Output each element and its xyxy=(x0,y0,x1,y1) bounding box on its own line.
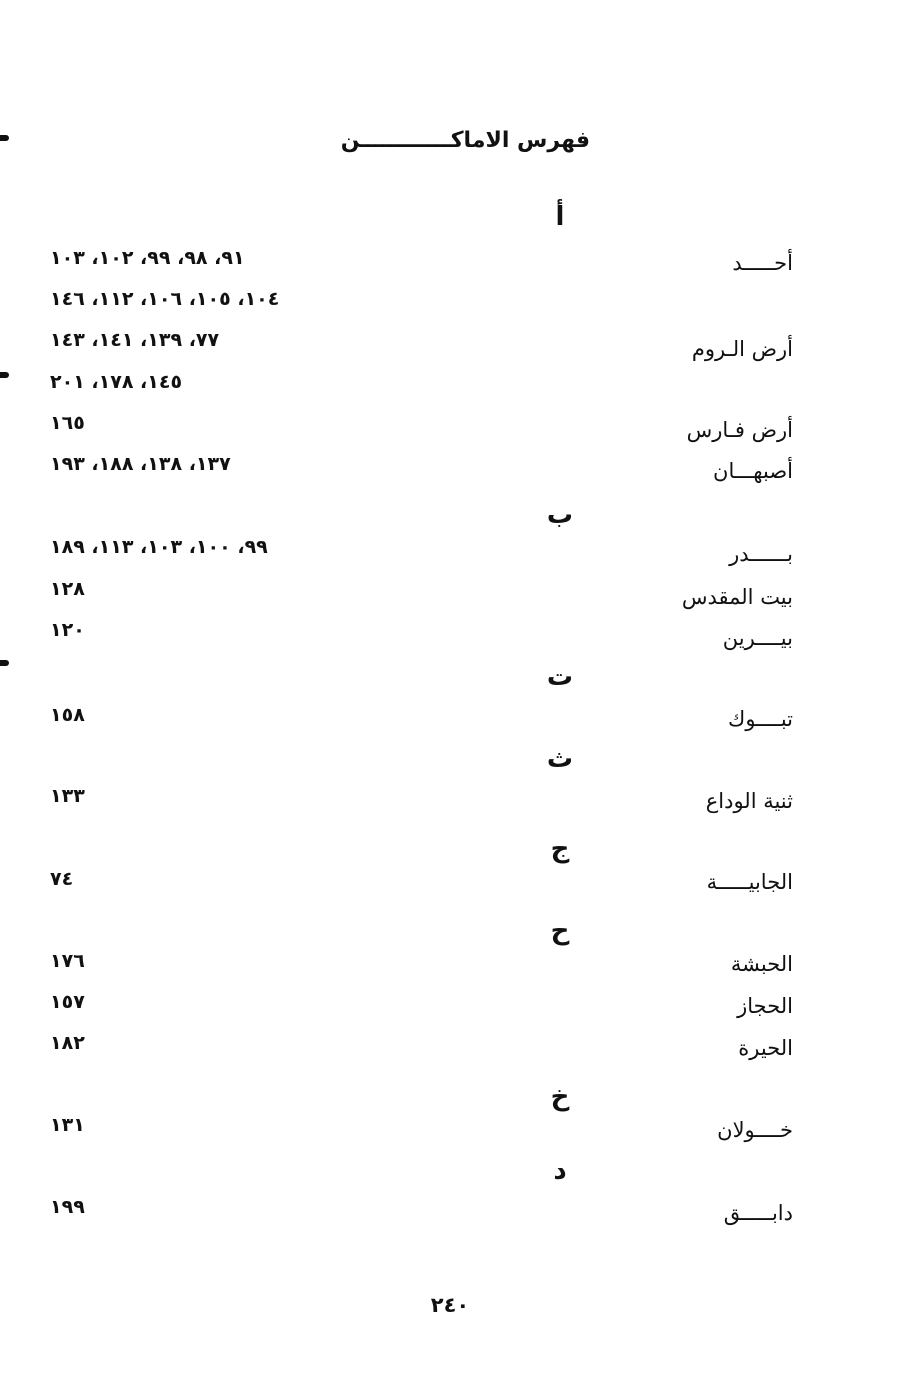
page-title: فهرس الاماكــــــــــــن xyxy=(340,128,590,153)
place-name: أرض فـارس xyxy=(686,418,793,442)
section-letter-tha: ث xyxy=(546,744,574,774)
place-name: أرض الـروم xyxy=(691,337,793,361)
place-name: تبــــوك xyxy=(728,707,793,731)
place-name: دابـــــق xyxy=(723,1201,793,1225)
section-letter-ba: ب xyxy=(546,500,574,530)
page-refs: ١٢٠ xyxy=(50,619,85,641)
section-letter-ta: ت xyxy=(546,662,574,692)
page-refs: ١٣٣ xyxy=(50,785,85,807)
section-letter-jim: ج xyxy=(550,834,570,864)
page-refs: ١٣١ xyxy=(50,1114,85,1136)
place-name: الحبشة xyxy=(730,952,793,976)
place-name: الجابيـــــة xyxy=(706,870,793,894)
place-name: الحيرة xyxy=(738,1036,793,1060)
page-refs: ٧٤ xyxy=(50,868,74,890)
place-name: أصبهـــان xyxy=(713,459,793,483)
place-name: بــــــدر xyxy=(729,542,793,566)
section-letter-alif: أ xyxy=(555,202,565,232)
place-name: الحجاز xyxy=(737,994,793,1018)
page-refs: ١٨٢ xyxy=(50,1032,85,1054)
place-name: بيت المقدس xyxy=(681,585,793,609)
place-name: ثنية الوداع xyxy=(705,789,793,813)
page-refs: ١٢٨ xyxy=(50,578,85,600)
section-letter-kha: خ xyxy=(550,1082,570,1112)
page-refs: ١٥٨ xyxy=(50,704,85,726)
page-refs: ١٩٩ xyxy=(50,1196,85,1218)
page-refs: ٧٧، ١٣٩، ١٤١، ١٤٣ xyxy=(50,329,220,351)
page-refs: ١٠٤، ١٠٥، ١٠٦، ١١٢، ١٤٦ xyxy=(50,288,280,310)
page-refs: ١٥٧ xyxy=(50,991,85,1013)
page-refs: ١٣٧، ١٣٨، ١٨٨، ١٩٣ xyxy=(50,453,231,475)
page-refs: ٩٩، ١٠٠، ١٠٣، ١١٣، ١٨٩ xyxy=(50,536,268,558)
page-refs: ١٦٥ xyxy=(50,412,85,434)
scan-edge-mark xyxy=(0,372,9,378)
place-name: خــــولان xyxy=(717,1118,793,1142)
section-letter-dal: د xyxy=(553,1156,567,1186)
section-letter-ha: ح xyxy=(550,916,570,946)
place-name: أحـــــد xyxy=(732,251,793,275)
scan-edge-mark xyxy=(0,135,9,141)
place-name: بيــــرين xyxy=(722,626,793,650)
page-refs: ١٧٦ xyxy=(50,950,85,972)
page-number: ٢٤٠ xyxy=(430,1293,470,1317)
scan-edge-mark xyxy=(0,660,9,666)
page-refs: ١٤٥، ١٧٨، ٢٠١ xyxy=(50,371,183,393)
page-refs: ٩١، ٩٨، ٩٩، ١٠٢، ١٠٣ xyxy=(50,247,245,269)
